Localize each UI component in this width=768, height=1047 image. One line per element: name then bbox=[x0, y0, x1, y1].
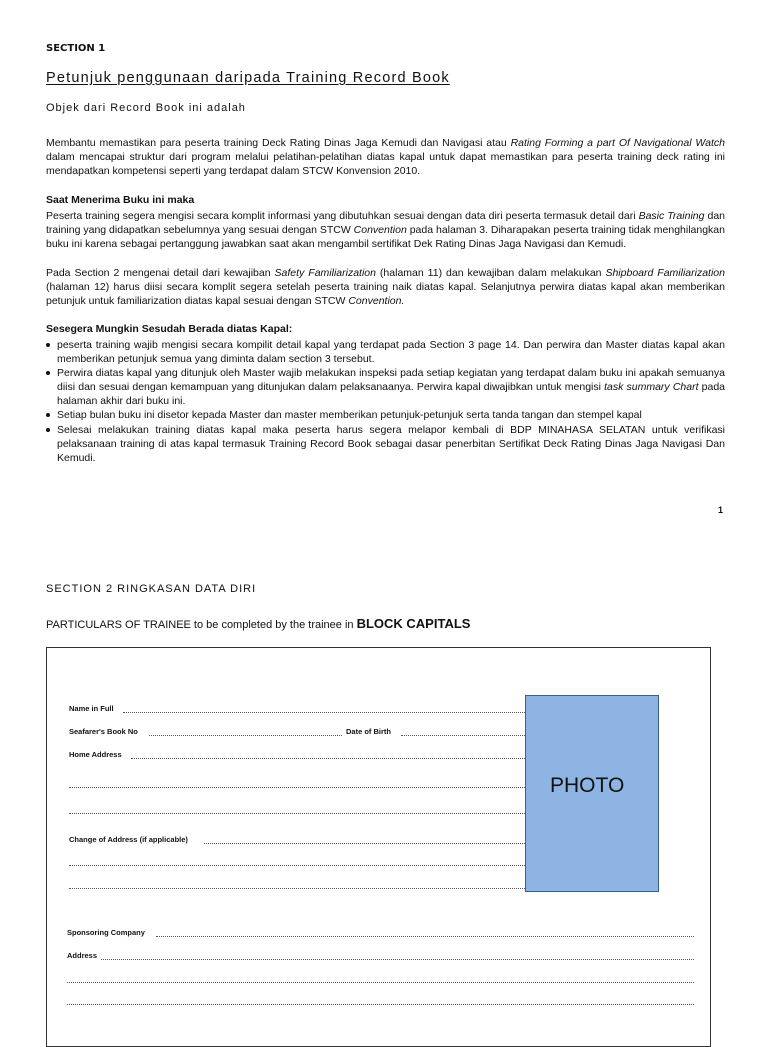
block-capitals-emphasis: BLOCK CAPITALS bbox=[356, 616, 471, 631]
address-line-2[interactable] bbox=[67, 982, 694, 983]
receive-paragraph-2: Pada Section 2 mengenai detail dari kewajiban Safety Familiarization (halaman 11) dan kewajiban dalam melakukan Shipboard Familiarization (halaman 12) harus diisi secara komplit segera setelah peserta training naik diatas kapal. Selanjutnya perwira diatas kapal akan memberikan petunjuk untuk familiarization diatas kapal sesuai dengan STCW Convention. bbox=[46, 267, 725, 308]
home-address-field[interactable] bbox=[131, 758, 525, 759]
heading-aboard: Sesegera Mungkin Sesudah Berada diatas Kapal: bbox=[46, 323, 293, 335]
change-address-line-3[interactable] bbox=[69, 888, 525, 889]
seafarer-book-field[interactable] bbox=[149, 735, 342, 736]
section-2-title: SECTION 2 RINGKASAN DATA DIRI bbox=[46, 583, 257, 595]
change-address-field[interactable] bbox=[204, 843, 525, 844]
home-address-label: Home Address bbox=[69, 750, 122, 759]
home-address-line-2[interactable] bbox=[69, 787, 525, 788]
intro-paragraph: Membantu memastikan para peserta training Deck Rating Dinas Jaga Kemudi dan Navigasi atau Rating Forming a part Of Navigational Watch dalam mencapai struktur dari program melalui pelatihan-pelatihan diatas kapal untuk dapat memastikan para peserta training deck rating ini mendapatkan kompetensi seperti yang terdapat dalam STCW Konvension 2010. bbox=[46, 137, 725, 178]
date-of-birth-label: Date of Birth bbox=[346, 727, 391, 736]
address-line-3[interactable] bbox=[67, 1004, 694, 1005]
list-item: Selesai melakukan training diatas kapal maka peserta harus segera melapor kembali di BDP MINAHASA SELATAN untuk verifikasi pelaksanaan training di atas kapal termasuk Training Record Book sebagai dasar penerbitan Sertifikat Deck Rating Dinas Jaga Navigasi Dan Kemudi. bbox=[46, 423, 725, 465]
list-item: Perwira diatas kapal yang ditunjuk oleh Master wajib melakukan inspeksi pada setiap kegiatan yang terdapat dalam buku ini apakah semuanya diisi dan sesuai dengan kemampuan yang ditunjukan dalam pelaksanaanya. Perwira kapal diwajibkan untuk mengisi task summary Chart pada halaman akhir dari buku ini. bbox=[46, 366, 725, 408]
receive-paragraph-1: Peserta training segera mengisi secara komplit informasi yang dibutuhkan sesuai dengan data diri peserta termasuk detail dari Basic Training dan training yang didapatkan sebelumnya yang sesuai dengan STCW Convention pada halaman 3. Diharapakan peserta training tidak menghilangkan buku ini karena sebagai pertanggung jawabkan saat akan mengambil sertifikat Dek Rating Dinas Jaga Navigasi dan Kemudi. bbox=[46, 210, 726, 251]
heading-receive: Saat Menerima Buku ini maka bbox=[46, 194, 195, 206]
list-item: Setiap bulan buku ini disetor kepada Master dan master memberikan petunjuk-petunjuk serta tanda tangan dan stempel kapal bbox=[46, 408, 725, 422]
address-field[interactable] bbox=[101, 959, 694, 960]
address-label: Address bbox=[67, 951, 98, 960]
page-number: 1 bbox=[718, 505, 724, 515]
date-of-birth-field[interactable] bbox=[401, 735, 525, 736]
change-address-line-2[interactable] bbox=[69, 865, 525, 866]
subtitle: Objek dari Record Book ini adalah bbox=[46, 102, 246, 114]
page-title: Petunjuk penggunaan daripada Training Record Book bbox=[46, 70, 450, 86]
name-label: Name in Full bbox=[69, 704, 114, 713]
change-address-label: Change of Address (if applicable) bbox=[69, 835, 188, 844]
photo-label: PHOTO bbox=[550, 774, 625, 797]
particulars-instruction bbox=[46, 616, 470, 631]
seafarer-book-label: Seafarer's Book No bbox=[69, 727, 138, 736]
instruction-list bbox=[46, 338, 725, 465]
section-label: SECTION 1 bbox=[46, 43, 106, 54]
list-item: peserta training wajib mengisi secara kompilit detail kapal yang terdapat pada Section 3 page 14. Dan perwira dan Master diatas kapal akan memberikan petunjuk semua yang diminta dalam section 3 tersebut. bbox=[46, 338, 725, 366]
name-field[interactable] bbox=[123, 712, 525, 713]
particulars-text: PARTICULARS OF TRAINEE to be completed by the trainee in bbox=[46, 619, 357, 631]
sponsoring-company-label: Sponsoring Company bbox=[67, 928, 145, 937]
photo-placeholder[interactable] bbox=[525, 695, 659, 892]
home-address-line-3[interactable] bbox=[69, 813, 525, 814]
sponsoring-company-field[interactable] bbox=[156, 936, 694, 937]
